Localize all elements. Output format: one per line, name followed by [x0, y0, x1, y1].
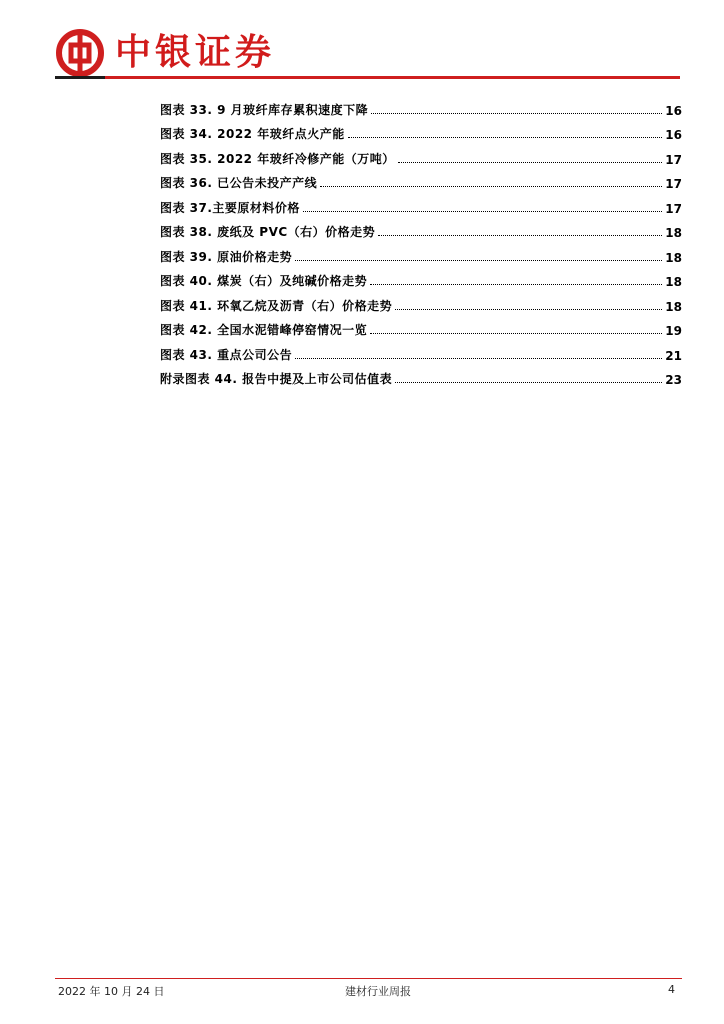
toc-leader: [395, 382, 662, 383]
toc-entry-page: 18: [665, 299, 682, 314]
toc-leader: [370, 284, 662, 285]
toc-entry-title: 图表 33. 9 月玻纤库存累积速度下降: [160, 102, 369, 117]
toc-entry[interactable]: [160, 216, 682, 241]
toc-entry-page: 18: [665, 226, 682, 240]
toc-entry-title: 附录图表 44. 报告中提及上市公司估值表: [160, 372, 393, 386]
toc-leader: [295, 358, 662, 359]
toc-entry-page: 17: [665, 177, 682, 191]
bank-of-china-logo-icon: [55, 28, 105, 78]
toc-entry-title: 图表 36. 已公告未投产产线: [160, 176, 318, 190]
toc-entry[interactable]: [160, 289, 682, 314]
toc-entry[interactable]: [160, 338, 682, 363]
toc-entry[interactable]: [160, 191, 682, 216]
toc-leader: [395, 309, 662, 310]
toc-entry-title: 图表 41. 环氧乙烷及沥青（右）价格走势: [160, 298, 393, 313]
toc-leader: [303, 211, 662, 212]
toc-entry[interactable]: [160, 240, 682, 265]
toc-entry-page: 23: [665, 373, 682, 387]
footer-page-number: 4: [668, 983, 675, 996]
toc-entry[interactable]: [160, 93, 682, 118]
page-header: [0, 0, 724, 90]
toc-leader: [348, 137, 663, 138]
toc-leader: [371, 113, 662, 114]
toc-entry-page: 17: [665, 152, 682, 167]
footer-rule: [55, 978, 682, 979]
toc-entry-title: 图表 37.主要原材料价格: [160, 200, 300, 215]
toc-entry-title: 图表 34. 2022 年玻纤点火产能: [160, 127, 345, 141]
toc-entry-title: 图表 38. 废纸及 PVC（右）价格走势: [160, 225, 376, 239]
toc-entry[interactable]: [160, 314, 682, 339]
brand-name: 中银证券: [115, 31, 276, 73]
toc-entry[interactable]: [160, 142, 682, 167]
toc-leader: [370, 333, 662, 334]
toc-entry-page: 17: [665, 201, 682, 216]
table-of-contents: [160, 93, 682, 387]
toc-entry-title: 图表 39. 原油价格走势: [160, 249, 293, 264]
toc-entry[interactable]: [160, 167, 682, 192]
toc-entry-title: 图表 35. 2022 年玻纤冷修产能（万吨）: [160, 151, 395, 166]
toc-leader: [378, 235, 662, 236]
toc-entry-title: 图表 43. 重点公司公告: [160, 347, 293, 362]
toc-entry[interactable]: [160, 118, 682, 143]
toc-entry-page: 16: [665, 128, 682, 142]
header-rule-red: [105, 76, 680, 79]
toc-entry-title: 图表 42. 全国水泥错峰停窑情况一览: [160, 323, 368, 337]
toc-entry-page: 16: [665, 103, 682, 118]
toc-entry-page: 18: [665, 275, 682, 289]
footer-date: 2022 年 10 月 24 日: [58, 985, 165, 998]
toc-leader: [398, 162, 663, 163]
toc-entry-page: 18: [665, 250, 682, 265]
toc-entry[interactable]: [160, 265, 682, 290]
toc-entry-title: 图表 40. 煤炭（右）及纯碱价格走势: [160, 274, 368, 288]
toc-entry-page: 19: [665, 324, 682, 338]
toc-entry-page: 21: [665, 348, 682, 363]
toc-leader: [295, 260, 662, 261]
toc-entry[interactable]: [160, 363, 682, 388]
toc-leader: [320, 186, 662, 187]
footer-report-name: 建材行业周报: [345, 985, 411, 998]
